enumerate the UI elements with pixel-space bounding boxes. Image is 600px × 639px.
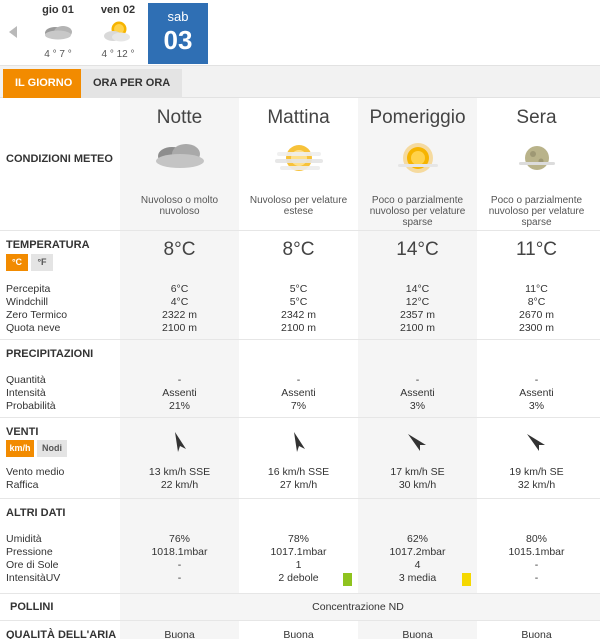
previous-day-arrow-icon[interactable] — [9, 26, 17, 38]
day-tab-sab-active[interactable] — [148, 3, 208, 64]
value: Assenti — [162, 387, 197, 399]
row-label: Zero Termico — [6, 309, 68, 321]
knots-toggle[interactable]: Nodi — [37, 440, 67, 457]
row-label: IntensitàUV — [6, 572, 61, 584]
wind-direction-arrow-icon — [477, 430, 596, 452]
air-quality-row — [0, 621, 600, 639]
value: 14°C — [405, 283, 430, 295]
value: - — [177, 559, 182, 571]
moon-veil-icon — [477, 140, 596, 178]
value: Assenti — [400, 387, 435, 399]
veiled-sun-icon — [239, 140, 358, 178]
main-temperature: 8°C — [163, 239, 196, 260]
value: 11°C — [525, 283, 548, 295]
value: - — [415, 374, 420, 386]
condition-description: Nuvoloso o molto nuvoloso — [140, 195, 219, 217]
wind-direction-arrow-icon — [239, 430, 358, 454]
value: 2342 m — [280, 309, 317, 321]
row-label: Raffica — [6, 479, 39, 491]
day-temps: 4 ° 7 ° — [44, 49, 72, 60]
value: 2100 m — [280, 322, 317, 334]
row-label: Vento medio — [6, 466, 65, 478]
tab-il-giorno[interactable]: IL GIORNO — [3, 69, 84, 98]
condition-description: Poco o parzialmente nuvoloso per velature sparse — [488, 195, 585, 228]
air-quality-value: Buona — [164, 629, 195, 639]
value: 1015.1mbar — [508, 546, 565, 558]
value: 1017.1mbar — [270, 546, 327, 558]
value: 22 km/h — [160, 479, 199, 491]
condition-description: Nuvoloso per velature estese — [249, 195, 348, 217]
day-name: sab — [167, 9, 189, 24]
value: 3% — [528, 400, 545, 412]
value: 2 debole — [278, 572, 319, 584]
value: 2357 m — [399, 309, 436, 321]
day-name: ven 02 — [100, 4, 136, 16]
value: 78% — [287, 533, 309, 545]
value: 8°C — [527, 296, 546, 308]
celsius-toggle[interactable]: °C — [6, 254, 28, 271]
value: 30 km/h — [398, 479, 437, 491]
main-temperature: 11°C — [515, 239, 558, 260]
pollen-label: POLLINI — [10, 601, 54, 613]
conditions-label: CONDIZIONI METEO — [6, 153, 113, 165]
value: 19 km/h SE — [509, 466, 564, 478]
value: 32 km/h — [517, 479, 556, 491]
uv-level-indicator — [462, 573, 471, 586]
period-title: Pomeriggio — [369, 107, 466, 128]
value: 5°C — [289, 283, 308, 295]
other-data-label: ALTRI DATI — [6, 507, 66, 519]
row-label: Windchill — [6, 296, 49, 308]
value: 21% — [168, 400, 190, 412]
value: 7% — [290, 400, 307, 412]
wind-direction-arrow-icon — [120, 430, 239, 454]
pollen-value: Concentrazione ND — [312, 601, 404, 613]
pollen-row — [0, 594, 600, 621]
day-tab-ven[interactable] — [88, 0, 148, 66]
main-temperature: 14°C — [396, 239, 439, 260]
day-temps: 4 ° 12 ° — [101, 49, 135, 60]
precipitation-row — [0, 340, 600, 418]
value: 80% — [525, 533, 547, 545]
value: 12°C — [405, 296, 430, 308]
value: 3% — [409, 400, 426, 412]
value: 2670 m — [518, 309, 555, 321]
row-label: Quota neve — [6, 322, 61, 334]
value: Assenti — [519, 387, 554, 399]
air-quality-value: Buona — [283, 629, 314, 639]
main-temperature: 8°C — [282, 239, 315, 260]
tab-ora-per-ora[interactable]: ORA PER ORA — [81, 69, 182, 98]
day-tab-gio[interactable] — [28, 0, 88, 66]
value: 2300 m — [518, 322, 555, 334]
value: - — [534, 374, 539, 386]
wind-direction-arrow-icon — [358, 430, 477, 452]
row-label: Intensità — [6, 387, 46, 399]
value: 4°C — [170, 296, 189, 308]
value: - — [534, 572, 539, 584]
wind-label: VENTI — [6, 426, 39, 438]
value: 2100 m — [399, 322, 436, 334]
value: 2322 m — [161, 309, 198, 321]
air-quality-value: Buona — [402, 629, 433, 639]
sun-veil-icon — [358, 140, 477, 178]
value: 5°C — [289, 296, 308, 308]
uv-level-indicator — [343, 573, 352, 586]
temperature-label: TEMPERATURA — [6, 239, 90, 251]
precipitation-label: PRECIPITAZIONI — [6, 348, 94, 360]
cloud-icon — [28, 18, 88, 44]
value: - — [296, 374, 301, 386]
value: - — [534, 559, 539, 571]
value: 6°C — [170, 283, 189, 295]
row-label: Pressione — [6, 546, 53, 558]
row-label: Umidità — [6, 533, 42, 545]
sun-cloud-icon — [88, 18, 148, 44]
wind-row — [0, 418, 600, 499]
value: 27 km/h — [279, 479, 318, 491]
forecast-grid — [0, 98, 600, 639]
value: 4 — [414, 559, 421, 571]
day-name: gio 01 — [42, 4, 74, 16]
view-tabs — [0, 66, 600, 98]
air-quality-value: Buona — [521, 629, 552, 639]
period-title: Sera — [516, 107, 557, 128]
value: 13 km/h SSE — [148, 466, 211, 478]
value: 76% — [168, 533, 190, 545]
overcast-icon — [120, 140, 239, 178]
value: 1018.1mbar — [151, 546, 208, 558]
value: 3 media — [398, 572, 437, 584]
condition-description: Poco o parzialmente nuvoloso per velature sparse — [369, 195, 466, 228]
row-label: Percepita — [6, 283, 51, 295]
row-label: Ore di Sole — [6, 559, 59, 571]
value: - — [177, 572, 182, 584]
day-strip — [0, 0, 600, 66]
value: 16 km/h SSE — [267, 466, 330, 478]
row-label: Probabilità — [6, 400, 56, 412]
day-number: 03 — [163, 25, 193, 55]
air-quality-label: QUALITÀ DELL'ARIA — [6, 629, 117, 639]
value: 17 km/h SE — [390, 466, 445, 478]
period-title: Notte — [156, 107, 203, 128]
temperature-row — [0, 231, 600, 340]
value: - — [177, 374, 182, 386]
value: 62% — [406, 533, 428, 545]
row-label: Quantità — [6, 374, 46, 386]
kmh-toggle[interactable]: km/h — [6, 440, 34, 457]
value: 2100 m — [161, 322, 198, 334]
value: 1017.2mbar — [389, 546, 446, 558]
value: Assenti — [281, 387, 316, 399]
conditions-row — [0, 98, 600, 231]
other-data-row — [0, 499, 600, 594]
value: 1 — [295, 559, 302, 571]
fahrenheit-toggle[interactable]: °F — [31, 254, 53, 271]
period-title: Mattina — [267, 107, 330, 128]
